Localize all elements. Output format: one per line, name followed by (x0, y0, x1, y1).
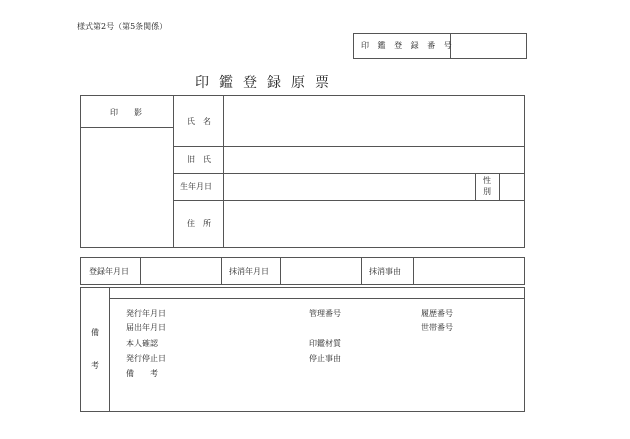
registration-date-label: 登録年月日 (89, 267, 129, 276)
status-divider-2 (221, 257, 222, 285)
cancellation-reason-field[interactable] (414, 258, 524, 284)
cancellation-date-label: 抹消年月日 (229, 267, 269, 276)
remarks-side-label-top: 備 (91, 328, 99, 337)
seal-impression-label: 印 影 (110, 108, 142, 117)
sex-label-divider-left (475, 173, 476, 200)
birthdate-label: 生年月日 (180, 182, 212, 191)
sex-label-bottom: 別 (483, 187, 491, 196)
registration-number-field[interactable] (451, 34, 526, 58)
remarks-notification-date: 届出年月日 (126, 323, 166, 332)
remarks-side-label-bottom: 考 (91, 361, 99, 370)
remarks-household-number: 世帯番号 (421, 323, 453, 332)
remarks-seal-material: 印鑑材質 (309, 339, 341, 348)
remarks-top-divider (109, 298, 525, 299)
status-divider-4 (361, 257, 362, 285)
remarks-issue-date: 発行年月日 (126, 309, 166, 318)
remarks-side-divider (109, 287, 110, 412)
remarks-history-number: 履歴番号 (421, 309, 453, 318)
name-label: 氏 名 (187, 117, 211, 126)
former-surname-field[interactable] (224, 147, 524, 173)
cancellation-date-field[interactable] (281, 258, 361, 284)
remarks-issue-stop-date: 発行停止日 (126, 354, 166, 363)
registration-date-field[interactable] (141, 258, 221, 284)
page-title: 印鑑登録原票 (195, 75, 339, 91)
cancellation-reason-label: 抹消事由 (369, 267, 401, 276)
address-label: 住 所 (187, 219, 211, 228)
name-field[interactable] (224, 96, 524, 146)
sex-label-top: 性 (483, 176, 491, 185)
seal-column-divider (173, 95, 174, 248)
registration-number-label: 印 鑑 登 録 番 号 (361, 41, 455, 50)
remarks-management-number: 管理番号 (309, 309, 341, 318)
remarks-notes: 備 考 (126, 369, 158, 378)
remarks-stop-reason: 停止事由 (309, 354, 341, 363)
former-surname-label: 旧 氏 (187, 155, 211, 164)
birthdate-field[interactable] (224, 174, 475, 200)
form-number: 様式第2号（第5条関係） (77, 22, 168, 31)
remarks-identity-check: 本人確認 (126, 339, 158, 348)
seal-impression-area[interactable] (81, 128, 172, 247)
address-field[interactable] (224, 201, 524, 247)
sex-field[interactable] (500, 174, 524, 200)
remarks-section (80, 287, 525, 412)
